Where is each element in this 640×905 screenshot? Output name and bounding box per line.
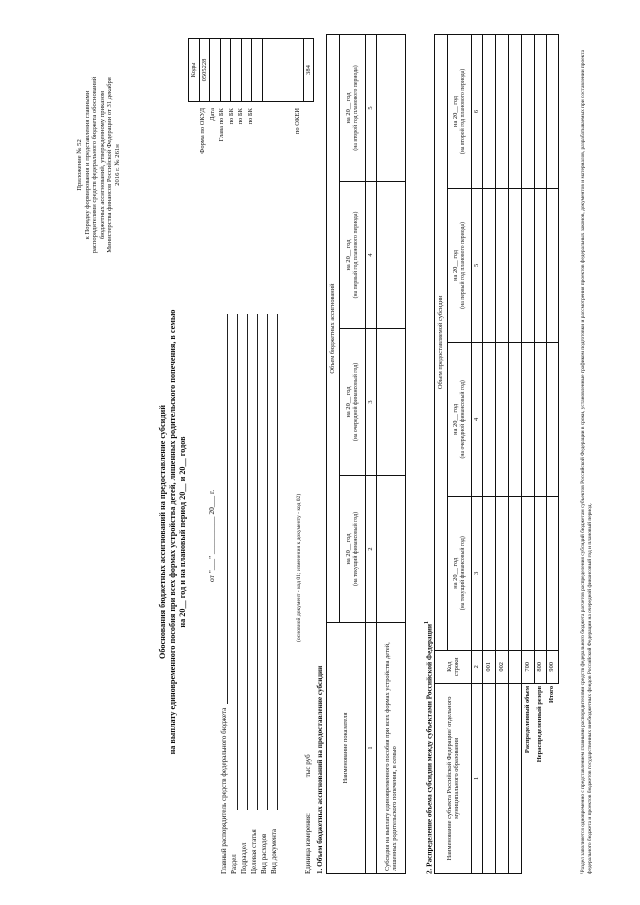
year-label: на 20__ год [345, 386, 353, 418]
document-title [158, 272, 188, 792]
s2-cell[interactable] [534, 35, 546, 189]
s2-year-col [448, 342, 472, 496]
codes-table [188, 38, 314, 102]
code-date [210, 39, 221, 102]
col-number: 1 [366, 623, 377, 874]
period-label: (на текущий финансовый год) [459, 536, 466, 611]
code-label: по БК [237, 108, 244, 125]
s2-col-group: Объем предоставляемой субсидии [435, 35, 448, 651]
s2-cell[interactable] [496, 342, 509, 496]
s2-cell[interactable] [509, 496, 522, 650]
s2-row-name: Итого [546, 683, 558, 873]
codes-header: Коды [189, 39, 200, 102]
s2-cell[interactable] [546, 342, 558, 496]
unit-label: Единица измерения: [304, 813, 312, 874]
header-fields [218, 314, 278, 874]
s1-cell[interactable] [377, 35, 406, 182]
s2-cell[interactable] [496, 188, 509, 342]
field-line[interactable] [269, 314, 278, 810]
period-label: (на первый год планового периода) [352, 211, 359, 299]
appendix-line: Министерства финансов Российской Федерации от 31 декабря [106, 77, 114, 253]
col-number: 3 [366, 329, 377, 476]
s2-cell[interactable] [483, 188, 496, 342]
s1-year-col [340, 476, 366, 623]
year-label: на 20__ год [345, 533, 353, 565]
document-sheet [70, 22, 630, 882]
code-blank [262, 39, 303, 102]
col-number: 2 [366, 476, 377, 623]
year-label: на 20__ год [452, 557, 460, 589]
s1-year-col [340, 182, 366, 329]
field-line[interactable] [249, 314, 258, 810]
s1-cell[interactable] [377, 182, 406, 329]
year-label: на 20__ год [345, 239, 353, 271]
code-label: Глава по БК [218, 108, 225, 142]
s2-col-name: Наименование субъекта Российской Федерации/ отдельного муниципального образования [435, 683, 472, 873]
field-label: Главный распорядитель средств федерального бюджета [219, 707, 228, 874]
appendix-line: 2016 г. № 261н [113, 144, 121, 186]
field-line[interactable] [239, 314, 248, 810]
code-bk-2 [241, 39, 252, 102]
s2-cell[interactable] [483, 342, 496, 496]
code-bk-1 [231, 39, 242, 102]
field-row [258, 314, 268, 874]
codes-labels [198, 108, 303, 154]
title-line-3: на 20__ год и на плановый период 20__ и 20__ годов [177, 436, 187, 628]
s1-year-col [340, 35, 366, 182]
table-row [496, 35, 509, 874]
s2-cell[interactable] [496, 35, 509, 189]
year-label: на 20__ год [452, 403, 460, 435]
year-label: на 20__ год [345, 92, 353, 124]
s2-cell[interactable] [496, 496, 509, 650]
s2-year-col [448, 188, 472, 342]
s2-row-code: 002 [496, 650, 509, 683]
section2-table [434, 34, 559, 874]
s2-cell[interactable] [522, 496, 535, 650]
code-okei: 384 [303, 39, 314, 102]
title-line-2: на выплату единовременного пособия при всех формах устройства детей, лишенных родительского попечения, в семью [167, 309, 177, 755]
code-chapter [220, 39, 231, 102]
s2-cell[interactable] [522, 188, 535, 342]
code-label: Дата [208, 108, 216, 121]
s2-row-name: Распределенный объем [522, 683, 535, 873]
s2-col-code: Код строки [435, 650, 472, 683]
appendix-number: Приложение № 52 [76, 139, 83, 191]
col-number: 2 [472, 650, 483, 683]
section1-table [326, 34, 406, 874]
table-row [509, 35, 522, 874]
footnote-marker: 1 [424, 620, 430, 624]
s2-row-name [483, 683, 496, 873]
table-row [483, 35, 496, 874]
code-bk-3 [252, 39, 263, 102]
s2-year-col [448, 35, 472, 189]
col-number: 3 [472, 496, 483, 650]
table-row [546, 35, 558, 874]
s1-row-label: Субсидия на выплату единовременного пособия при всех формах устройства детей, лишенных родительского попечения, в семью [377, 623, 406, 874]
s2-cell[interactable] [534, 342, 546, 496]
s2-cell[interactable] [546, 188, 558, 342]
field-label: Подраздел [239, 842, 248, 874]
s2-cell[interactable] [509, 188, 522, 342]
code-label: по БК [246, 108, 254, 125]
s1-cell[interactable] [377, 329, 406, 476]
field-label: Вид документа [269, 828, 278, 874]
field-label: Целевая статья [249, 829, 258, 874]
code-okud: 0505228 [199, 39, 210, 102]
col-number: 4 [472, 342, 483, 496]
s2-cell[interactable] [522, 35, 535, 189]
s2-year-col [448, 496, 472, 650]
col-number: 4 [366, 182, 377, 329]
section2-title [424, 621, 434, 874]
code-label: Форма по ОКУД [199, 108, 206, 154]
period-label: (на текущий финансовый год) [352, 511, 359, 587]
s2-row-name [509, 683, 522, 873]
s2-cell[interactable] [483, 496, 496, 650]
field-line[interactable] [229, 314, 238, 810]
period-label: (на очередной финансовый год) [352, 362, 359, 442]
table-row [522, 35, 535, 874]
s2-row-code: 900 [546, 650, 558, 683]
field-row [228, 314, 238, 874]
appendix-line: распорядителями средств федерального бюджета обоснований [91, 76, 99, 254]
s2-row-code [509, 650, 522, 683]
section1-title: 1. Объем бюджетных ассигнований на предоставление субсидии [316, 665, 324, 874]
s2-cell[interactable] [534, 496, 546, 650]
table-row [534, 35, 546, 874]
s2-cell[interactable] [509, 342, 522, 496]
document-type-note: (основной документ - код 01; изменения к документу - код 02) [296, 493, 302, 642]
field-row [268, 314, 278, 874]
s2-cell[interactable] [483, 35, 496, 189]
section2-title-text: 2. Распределение объема субсидии между субъектами Российской Федерации [425, 623, 434, 874]
col-number: 1 [472, 683, 483, 873]
s2-row-name: Нераспределенный резерв [534, 683, 546, 873]
field-row [248, 314, 258, 874]
s2-row-name [496, 683, 509, 873]
appendix-line: к Порядку формирования и представления главными [83, 90, 91, 240]
code-label: по БК [227, 108, 235, 125]
field-row [238, 314, 248, 874]
year-label: на 20__ год [452, 249, 460, 281]
unit-row [304, 720, 312, 874]
s2-cell[interactable] [509, 35, 522, 189]
s2-cell[interactable] [546, 496, 558, 650]
s2-cell[interactable] [534, 188, 546, 342]
s1-col-group: Объем бюджетных ассигнований [327, 35, 340, 623]
field-label: Вид расходов [259, 833, 268, 874]
col-number: 6 [472, 35, 483, 189]
title-line-1: Обоснования бюджетных ассигнований на предоставление субсидий [158, 405, 167, 659]
field-row [218, 314, 228, 874]
appendix-line: бюджетных ассигнований, утвержденному приказом [98, 90, 106, 240]
code-label-okei: по ОКЕИ [294, 108, 301, 135]
footnote: ¹Раздел заполняется одновременно с представлением главными распорядителями средств федерального бюджета расчетов распределения субсидий бюджетам субъектов Российской Федерации в сроки, установленные графиком подготовки и рассмотрения проектов федеральных законов, документов и материалов, разрабатываемых при составлении проекта федерального бюджета и проектов бюджетов государственных внебюджетных фондов Российской Федерации на очередной финансовый год и плановый период. [580, 49, 593, 874]
date-line: от "___" __________ 20___ г. [207, 489, 216, 582]
appendix-block [76, 40, 121, 290]
s2-row-code: 700 [522, 650, 535, 683]
field-line[interactable] [259, 314, 268, 810]
unit-value: тыс руб [304, 754, 312, 778]
s1-year-col [340, 329, 366, 476]
period-label: (на очередной финансовый год) [459, 380, 466, 459]
s2-cell[interactable] [546, 35, 558, 189]
period-label: (на второй год планового периода) [352, 65, 359, 151]
field-line[interactable] [219, 314, 228, 704]
field-label: Раздел [229, 854, 238, 874]
s2-cell[interactable] [522, 342, 535, 496]
period-label: (на второй год планового периода) [459, 68, 466, 155]
col-number: 5 [366, 35, 377, 182]
s2-row-code: 001 [483, 650, 496, 683]
s2-row-code: 800 [534, 650, 546, 683]
s1-cell[interactable] [377, 476, 406, 623]
year-label: на 20__ год [452, 96, 460, 127]
s1-col-name: Наименование показателя [327, 623, 366, 874]
col-number: 5 [472, 188, 483, 342]
period-label: (на первый год планового периода) [459, 222, 466, 309]
